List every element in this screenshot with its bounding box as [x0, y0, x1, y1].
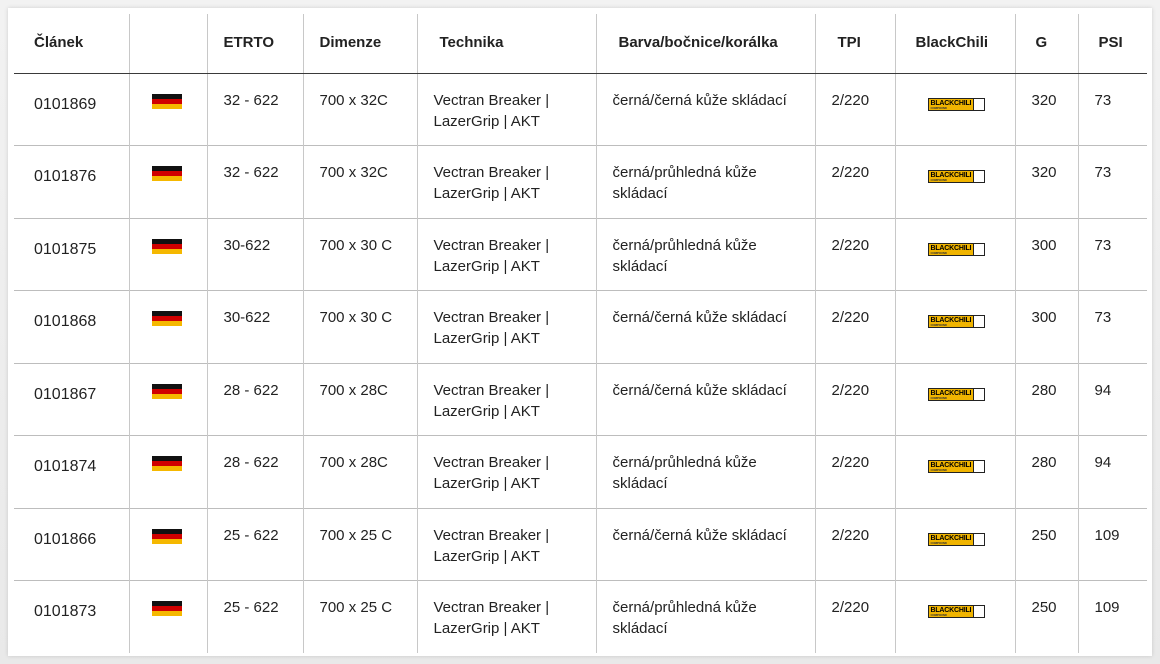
cell-blackchili: [895, 363, 1015, 436]
cell-clanek: 0101874: [14, 436, 129, 509]
cell-flag: [129, 363, 207, 436]
cell-flag: [129, 291, 207, 364]
cell-psi: 73: [1094, 236, 1112, 254]
cell-tpi: 2/220: [815, 581, 895, 654]
cell-dimenze: 700 x 32C: [303, 73, 417, 146]
cell-barva: černá/průhledná kůže skládací: [596, 218, 815, 291]
chili-icon: [974, 98, 985, 111]
cell-dimenze: 700 x 28C: [303, 436, 417, 509]
tire-spec-table: [14, 14, 1147, 653]
badge-sub: COMPOUND: [930, 105, 947, 110]
cell-psi: 109: [1094, 526, 1120, 544]
blackchili-badge-icon: [928, 388, 986, 401]
cell-g: 250: [1015, 581, 1078, 654]
cell-psi: 94: [1094, 454, 1112, 471]
cell-etrto: 28 - 622: [207, 363, 303, 436]
badge-text: BLACKCHILI: [930, 244, 972, 252]
table-row: [14, 73, 1147, 146]
flag-germany-icon: [152, 311, 182, 326]
cell-flag: [129, 436, 207, 509]
cell-clanek: 0101866: [14, 508, 129, 581]
col-header-barva: Barva/bočnice/korálka: [596, 14, 815, 73]
blackchili-badge-icon: [928, 98, 986, 111]
cell-psi: 73: [1094, 91, 1112, 109]
cell-technika: Vectran Breaker | LazerGrip | AKT: [417, 436, 596, 509]
cell-technika: Vectran Breaker | LazerGrip | AKT: [417, 581, 596, 654]
cell-flag: [129, 218, 207, 291]
badge-text: BLACKCHILI: [930, 389, 972, 397]
table-row: [14, 363, 1147, 436]
cell-etrto: 32 - 622: [207, 73, 303, 146]
cell-tpi: 2/220: [815, 146, 895, 219]
cell-psi: 73: [1094, 309, 1112, 326]
cell-tpi: 2/220: [815, 73, 895, 146]
cell-technika: Vectran Breaker | LazerGrip | AKT: [417, 73, 596, 146]
table-row: [14, 146, 1147, 219]
cell-technika: Vectran Breaker | LazerGrip | AKT: [417, 218, 596, 291]
cell-technika: Vectran Breaker | LazerGrip | AKT: [417, 363, 596, 436]
chili-icon: [974, 388, 985, 401]
cell-tpi: 2/220: [815, 291, 895, 364]
cell-dimenze: 700 x 25 C: [303, 581, 417, 654]
col-header-etrto: ETRTO: [207, 14, 303, 73]
flag-germany-icon: [152, 384, 182, 399]
cell-blackchili: [895, 73, 1015, 146]
cell-blackchili: [895, 291, 1015, 364]
cell-etrto: 25 - 622: [207, 508, 303, 581]
col-header-dimenze: Dimenze: [303, 14, 417, 73]
flag-germany-icon: [152, 601, 182, 616]
cell-barva: černá/černá kůže skládací: [596, 73, 815, 146]
cell-dimenze: 700 x 32C: [303, 146, 417, 219]
cell-technika: Vectran Breaker | LazerGrip | AKT: [417, 508, 596, 581]
cell-barva: černá/černá kůže skládací: [596, 363, 815, 436]
cell-barva: černá/průhledná kůže skládací: [596, 436, 815, 509]
table-row: [14, 218, 1147, 291]
cell-etrto: 25 - 622: [207, 581, 303, 654]
cell-flag: [129, 581, 207, 654]
badge-sub: COMPOUND: [930, 395, 947, 400]
col-header-g: G: [1015, 14, 1078, 73]
cell-etrto: 32 - 622: [207, 146, 303, 219]
col-header-psi: PSI: [1078, 14, 1147, 73]
chili-icon: [974, 533, 985, 546]
cell-blackchili: [895, 581, 1015, 654]
cell-barva: černá/průhledná kůže skládací: [596, 146, 815, 219]
chili-icon: [974, 605, 985, 618]
table-row: [14, 291, 1147, 364]
cell-tpi: 2/220: [815, 218, 895, 291]
chili-icon: [974, 170, 985, 183]
cell-psi: 94: [1094, 381, 1112, 399]
chili-icon: [974, 243, 985, 256]
cell-dimenze: 700 x 25 C: [303, 508, 417, 581]
badge-sub: COMPOUND: [930, 613, 947, 617]
table-container: [8, 8, 1152, 656]
cell-dimenze: 700 x 30 C: [303, 291, 417, 364]
badge-sub: COMPOUND: [930, 540, 947, 545]
blackchili-badge-icon: [928, 170, 986, 183]
cell-g: 300: [1015, 291, 1078, 364]
cell-g: 300: [1015, 218, 1078, 291]
badge-sub: COMPOUND: [930, 323, 947, 327]
table-header-row: [14, 14, 1147, 73]
blackchili-badge-icon: [928, 460, 986, 473]
blackchili-badge-icon: [928, 605, 986, 618]
col-header-tpi: TPI: [815, 14, 895, 73]
badge-text: BLACKCHILI: [930, 317, 972, 324]
cell-g: 280: [1015, 436, 1078, 509]
chili-icon: [974, 315, 985, 328]
badge-text: BLACKCHILI: [930, 462, 972, 469]
badge-text: BLACKCHILI: [930, 607, 972, 614]
cell-flag: [129, 73, 207, 146]
cell-g: 280: [1015, 363, 1078, 436]
cell-flag: [129, 508, 207, 581]
col-header-clanek: Článek: [14, 14, 129, 73]
cell-barva: černá/černá kůže skládací: [596, 508, 815, 581]
chili-icon: [974, 460, 985, 473]
cell-barva: černá/průhledná kůže skládací: [596, 581, 815, 654]
cell-clanek: 0101868: [14, 291, 129, 364]
badge-text: BLACKCHILI: [930, 534, 972, 542]
cell-clanek: 0101867: [14, 363, 129, 436]
cell-g: 250: [1015, 508, 1078, 581]
cell-etrto: 28 - 622: [207, 436, 303, 509]
blackchili-badge-icon: [928, 315, 986, 328]
col-header-flag: [129, 14, 207, 73]
table-row: [14, 508, 1147, 581]
cell-etrto: 30-622: [207, 218, 303, 291]
cell-g: 320: [1015, 73, 1078, 146]
cell-clanek: 0101876: [14, 146, 129, 219]
flag-germany-icon: [152, 239, 182, 254]
flag-germany-icon: [152, 94, 182, 109]
cell-barva: černá/černá kůže skládací: [596, 291, 815, 364]
cell-technika: Vectran Breaker | LazerGrip | AKT: [417, 291, 596, 364]
cell-blackchili: [895, 146, 1015, 219]
cell-clanek: 0101873: [14, 581, 129, 654]
cell-blackchili: [895, 218, 1015, 291]
cell-flag: [129, 146, 207, 219]
cell-blackchili: [895, 508, 1015, 581]
cell-dimenze: 700 x 30 C: [303, 218, 417, 291]
cell-psi: 109: [1094, 599, 1120, 616]
badge-sub: COMPOUND: [930, 178, 947, 182]
badge-sub: COMPOUND: [930, 468, 947, 472]
cell-technika: Vectran Breaker | LazerGrip | AKT: [417, 146, 596, 219]
col-header-technika: Technika: [417, 14, 596, 73]
cell-etrto: 30-622: [207, 291, 303, 364]
badge-text: BLACKCHILI: [930, 172, 972, 179]
cell-psi: 73: [1094, 164, 1112, 181]
cell-tpi: 2/220: [815, 436, 895, 509]
badge-text: BLACKCHILI: [930, 99, 972, 107]
cell-clanek: 0101875: [14, 218, 129, 291]
blackchili-badge-icon: [928, 243, 986, 256]
cell-g: 320: [1015, 146, 1078, 219]
cell-dimenze: 700 x 28C: [303, 363, 417, 436]
table-row: [14, 581, 1147, 654]
cell-tpi: 2/220: [815, 508, 895, 581]
cell-blackchili: [895, 436, 1015, 509]
table-row: [14, 436, 1147, 509]
badge-sub: COMPOUND: [930, 250, 947, 255]
flag-germany-icon: [152, 166, 182, 181]
cell-tpi: 2/220: [815, 363, 895, 436]
flag-germany-icon: [152, 529, 182, 544]
cell-clanek: 0101869: [14, 73, 129, 146]
col-header-blackchili: BlackChili: [895, 14, 1015, 73]
blackchili-badge-icon: [928, 533, 986, 546]
flag-germany-icon: [152, 456, 182, 471]
